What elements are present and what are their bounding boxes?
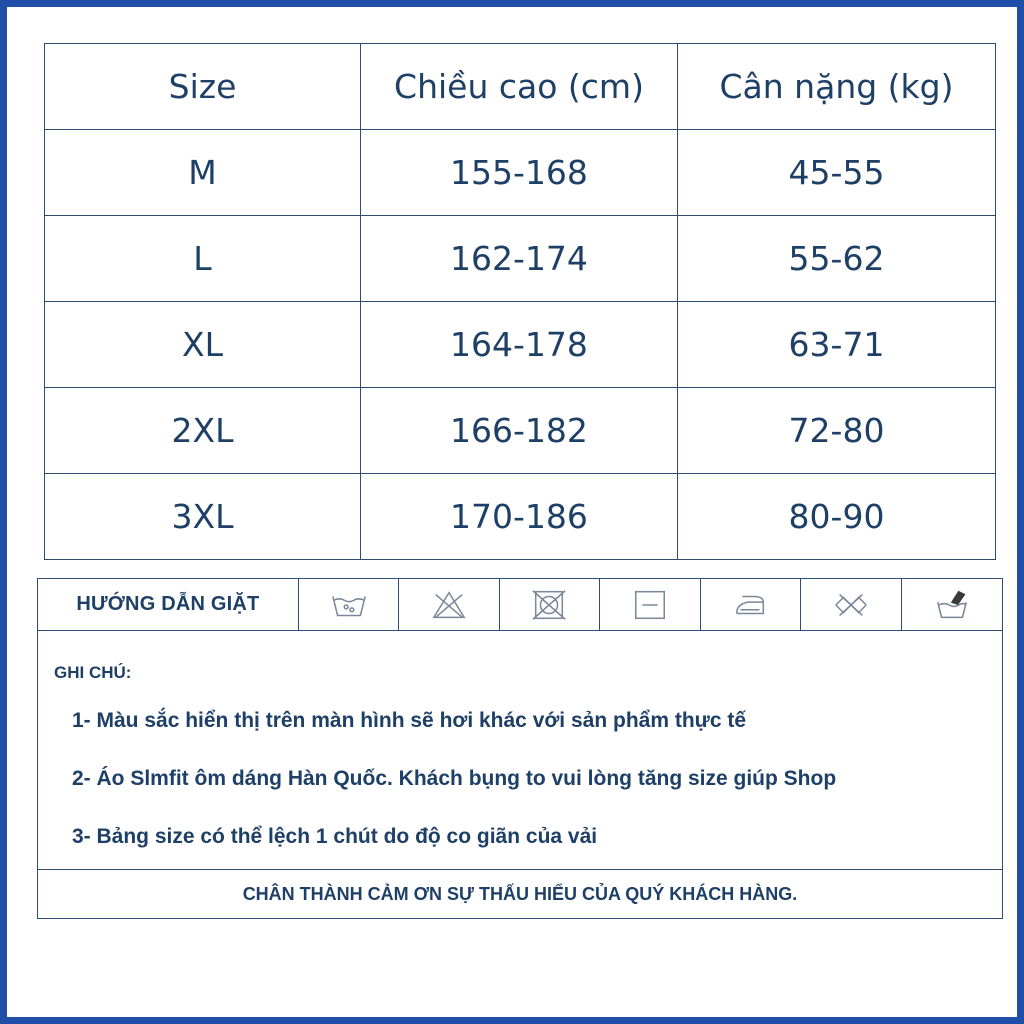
size-cell: L [45,216,361,302]
size-chart-table [44,43,996,560]
weight-cell: 80-90 [678,474,996,560]
note-item: 1- Màu sắc hiển thị trên màn hình sẽ hơi khác với sản phẩm thực tế [72,709,747,732]
weight-cell: 63-71 [678,302,996,388]
table-row [45,302,996,388]
care-instructions-box [37,578,1003,919]
weight-cell: 72-80 [678,388,996,474]
note-item: 3- Bảng size có thể lệch 1 chút do độ co giãn của vải [72,825,598,848]
height-cell: 155-168 [361,130,678,216]
hand-wash-icon [902,579,1002,630]
table-row [45,216,996,302]
header-height: Chiều cao (cm) [361,44,678,130]
washing-guide-title: HƯỚNG DẪN GIẶT [38,579,299,630]
table-row [45,388,996,474]
height-cell: 166-182 [361,388,678,474]
note-item: 2- Áo Slmfit ôm dáng Hàn Quốc. Khách bụng to vui lòng tăng size giúp Shop [72,767,837,790]
size-cell: M [45,130,361,216]
do-not-bleach-icon [399,579,499,630]
thank-you-footer: CHÂN THÀNH CẢM ƠN SỰ THẤU HIỂU CỦA QUÝ KHÁCH HÀNG. [38,869,1002,919]
size-cell: 3XL [45,474,361,560]
do-not-tumble-dry-icon [500,579,600,630]
height-cell: 162-174 [361,216,678,302]
table-row [45,474,996,560]
iron-low-icon [701,579,801,630]
weight-cell: 55-62 [678,216,996,302]
weight-cell: 45-55 [678,130,996,216]
height-cell: 164-178 [361,302,678,388]
header-size: Size [45,44,361,130]
wash-30-icon [299,579,399,630]
size-cell: 2XL [45,388,361,474]
size-cell: XL [45,302,361,388]
notes-heading: GHI CHÚ: [54,663,132,682]
dry-flat-icon [600,579,700,630]
do-not-dry-clean-icon [801,579,901,630]
washing-guide-row [38,579,1002,631]
header-weight: Cân nặng (kg) [678,44,996,130]
table-header-row [45,44,996,130]
height-cell: 170-186 [361,474,678,560]
table-row [45,130,996,216]
